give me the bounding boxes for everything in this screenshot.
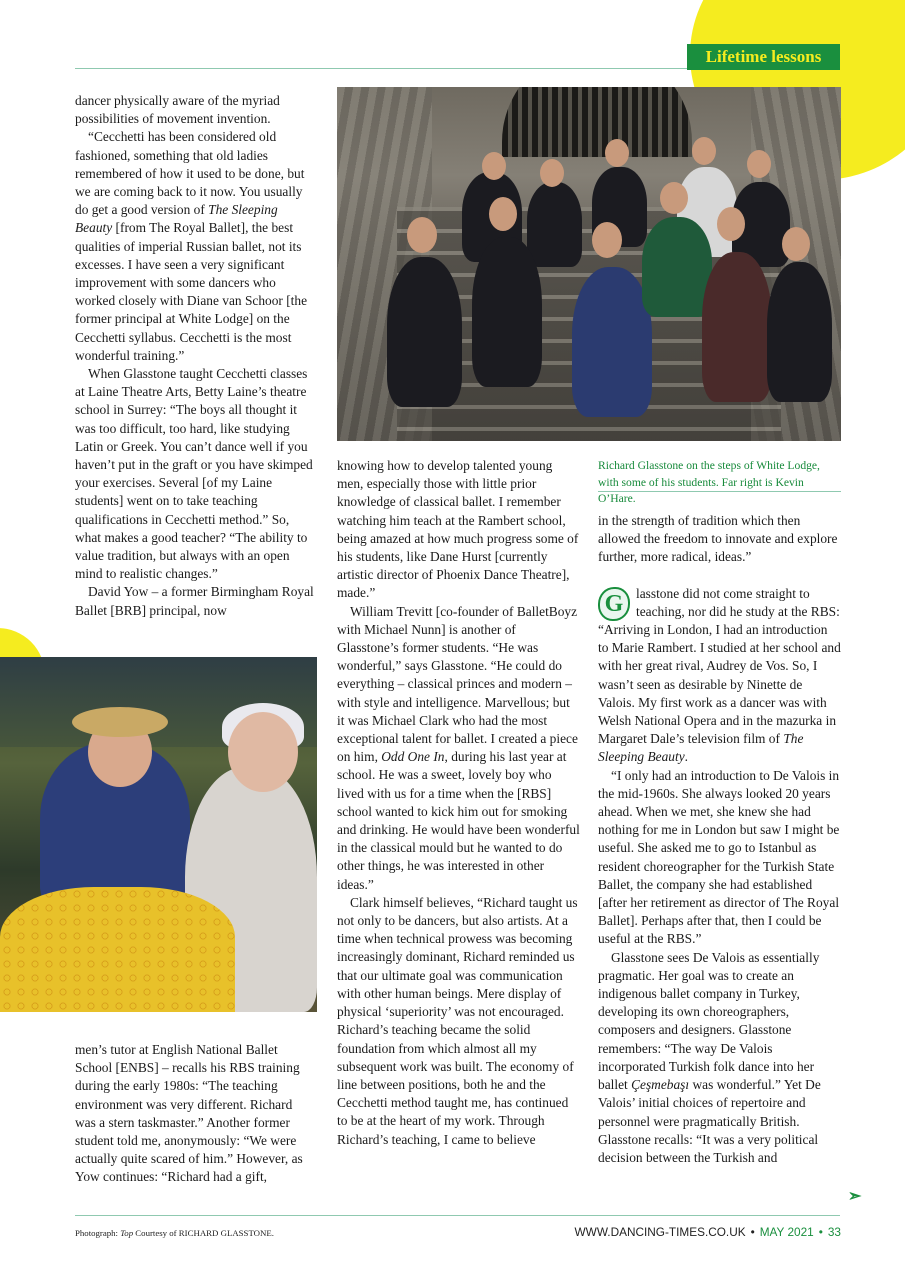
column-2 bbox=[337, 457, 580, 1149]
section-tag: Lifetime lessons bbox=[687, 44, 840, 70]
website: WWW.DANCING-TIMES.CO.UK bbox=[574, 1225, 746, 1239]
column-1-bottom bbox=[75, 1041, 315, 1187]
paragraph: When Glasstone taught Cecchetti classes at Laine Theatre Arts, Betty Laine’s theatre school in Surrey: “The boys all thought it was too difficult, too hard, like studying Latin or Greek. You can’t dance well if you haven’t put in the graft or you have skimped your exercises. Several [of my Laine students] went on to take teaching qualifications in Cecchetti method.” So, what makes a good teacher? “The ability to value tradition, but always with an open mind to realistic changes.” bbox=[75, 366, 313, 582]
photo-caption: Richard Glasstone on the steps of White Lodge, with some of his students. Far right is Kevin O’Hare. bbox=[598, 459, 820, 505]
paragraph: William Trevitt [co-founder of BalletBoyz with Michael Nunn] is another of Glasstone’s former students. “He was wonderful,” says Glasstone. “He could do everything – classical princes and modern – with style and intelligence. Marvellous; but it was Michael Clark who had the most exceptional talent for ballet. I created a piece on him, Odd One In, during his last year at school. He was a sweet, lovely boy who lived with us for a time when the [RBS] school wanted to kick him out for smoking and drinking. He would have been wonderful in the classical mould but he wanted to do other things, he was interested in other ideas.” bbox=[337, 603, 580, 892]
continue-arrow-icon: ➣ bbox=[848, 1188, 862, 1205]
paragraph: men’s tutor at English National Ballet School [ENBS] – recalls his RBS training during the early 1980s: “The teaching environment was very different. Richard was a stern taskmaster.” Another former student told me, anonymously: “We were actually quite scared of him.” However, as Yow continues: “Richard had a gift, bbox=[75, 1042, 303, 1185]
paragraph: “Cecchetti has been considered old fashioned, something that old ladies remembered of how it used to be done, but we are coming back to it now. You usually do get a good version of The Sleeping Beauty [from The Royal Ballet], the best qualities of imperial Russian ballet, not its excesses. I have seen a very significant improvement with some dancers who worked closely with Diane van Schoor [the former principal at White Lodge] on the Cecchetti syllabus. Cecchetti is the most wonderful training.” bbox=[75, 129, 308, 363]
photo-yellow-tablecloth bbox=[0, 887, 235, 1012]
paragraph: dancer physically aware of the myriad possibilities of movement invention. bbox=[75, 93, 280, 127]
paragraph: “I only had an introduction to De Valois in the mid-1960s. She always looked 20 years ahead. When we met, she knew she had nothing for me in London but saw I might be useful. She asked me to go to Istanbul as resident choreographer for the Turkish State Ballet, the company she had established [after her retirement as director of The Royal Ballet]. Perhaps after that, then I could be useful at the RBS.” bbox=[598, 767, 840, 947]
paragraph-with-dropcap: G lasstone did not come straight to teaching, nor did he study at the RBS: “Arriving in London, I had an introduction to Marie Rambert. I studied at her school and with her great rival, Audrey de Vos. So, I wasn’t seen as desirable by Ninette de Valois. My first work as a dancer was with Welsh National Opera and in the mazurka in Margaret Dale’s television film of The Sleeping Beauty. bbox=[598, 585, 841, 765]
page-number: 33 bbox=[827, 1225, 841, 1239]
paragraph: knowing how to develop talented young men, especially those with little prior knowledge of classical ballet. I remember watching him teach at the Rambert school, being amazed at how much progress some of his students, like Dane Hurst [currently artistic director of Phoenix Dance Theatre], made.” bbox=[337, 458, 579, 601]
footer-rule bbox=[75, 1215, 840, 1216]
photo-credit: Photograph: Top Courtesy of RICHARD GLASSTONE. bbox=[75, 1228, 274, 1238]
paragraph: Clark himself believes, “Richard taught us not only to be dancers, but also artists. At a time when technical prowess was becoming increasingly dominant, Richard reminded us that our ultimate goal was communication with other human beings. Mere display of physical ‘superiority’ was not encouraged. Richard’s teaching became the solid foundation from which almost all my subsequent work was built. The economy of line between positions, both he and the Cecchetti method taught me, has continued to be at the heart of my work. Through Richard’s teaching, I came to believe bbox=[337, 894, 578, 1147]
footer: WWW.DANCING-TIMES.CO.UK • MAY 2021 • 33 bbox=[574, 1225, 841, 1239]
caption-rule bbox=[598, 491, 841, 492]
drop-cap: G bbox=[598, 587, 630, 621]
photo-woman-face bbox=[228, 712, 298, 792]
issue-date: MAY 2021 bbox=[759, 1225, 814, 1239]
paragraph: Glasstone sees De Valois as essentially pragmatic. Her goal was to create an indigenous ballet company in Turkey, developing its own choreographers, composers and designers. Glasstone remembers: “The way De Valois incorporated Turkish folk dance into her ballet Çeşmebaşı was wonderful.” Yet De Valois’ initial choices of repertoire and personnel were pragmatically British. Glasstone recalls: “It was a very political decision between the Turkish and bbox=[598, 949, 821, 1165]
paragraph: in the strength of tradition which then allowed the freedom to innovate and explore further, more radical, ideas.” bbox=[598, 513, 838, 565]
paragraph: David Yow – a former Birmingham Royal Ballet [BRB] principal, now bbox=[75, 584, 314, 618]
photo-students-on-steps bbox=[337, 87, 841, 441]
photo-straw-hat bbox=[72, 707, 168, 737]
photo-group-of-dancers bbox=[377, 147, 791, 421]
column-3 bbox=[598, 512, 841, 1167]
column-1-top bbox=[75, 92, 315, 620]
photo-couple-at-table bbox=[0, 657, 317, 1012]
